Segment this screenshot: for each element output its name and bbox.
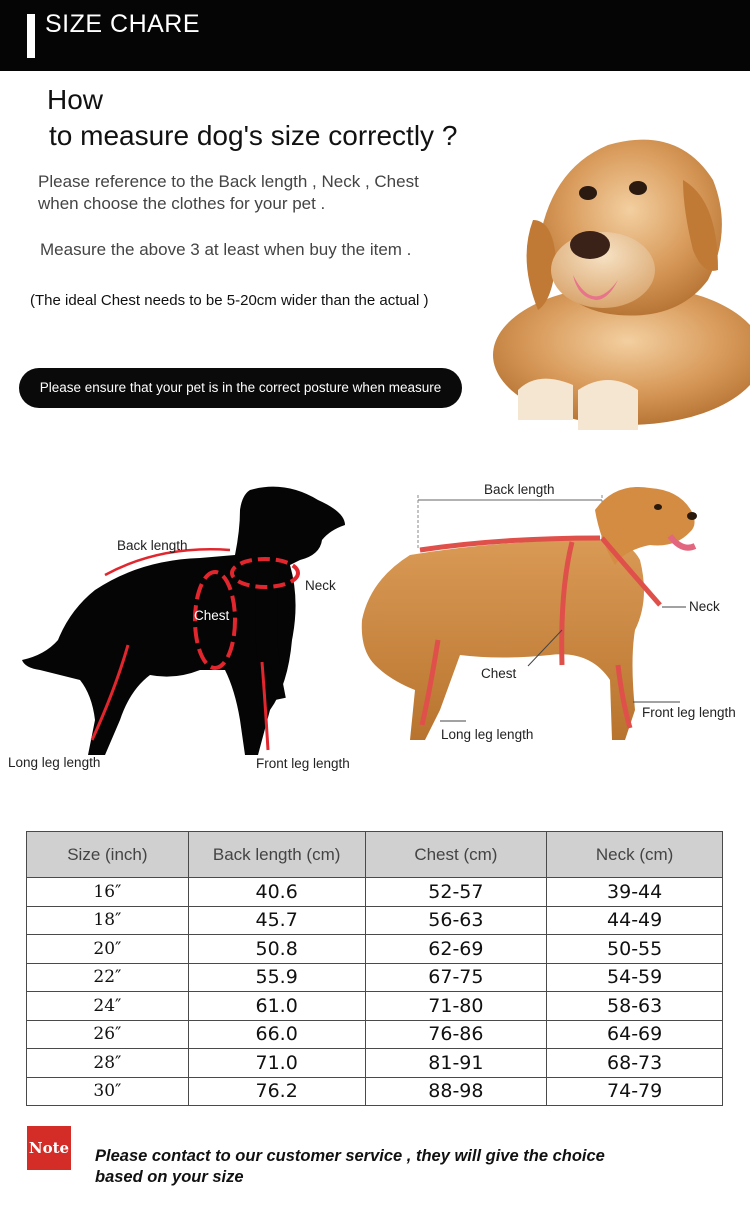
column-header-neck: Neck (cm) [547,832,723,878]
posture-banner: Please ensure that your pet is in the correct posture when measure [19,368,462,408]
reference-paragraph [38,171,478,215]
cell-back-length: 71.0 [188,1049,365,1078]
label-long-leg: Long leg length [8,755,101,770]
table-header-row [27,832,723,878]
page-title: SIZE CHARE [45,10,201,38]
table-row [27,878,723,907]
silhouette-diagram [0,470,360,790]
table-row [27,1020,723,1049]
label-front-leg-photo: Front leg length [642,705,736,720]
dog-silhouette-icon [0,470,360,790]
golden-retriever-image [478,100,750,435]
photo-diagram [350,470,750,770]
column-header-size: Size (inch) [27,832,189,878]
cell-size: 22″ [27,963,189,992]
cell-size: 30″ [27,1077,189,1106]
table-row [27,906,723,935]
table-row [27,1077,723,1106]
standing-dog-icon [350,470,750,770]
label-long-leg-photo: Long leg length [441,727,534,742]
label-back-length: Back length [117,538,188,553]
cell-chest: 56-63 [365,906,547,935]
label-back-length-photo: Back length [484,482,555,497]
cell-size: 26″ [27,1020,189,1049]
cell-back-length: 61.0 [188,992,365,1021]
cell-chest: 71-80 [365,992,547,1021]
cell-chest: 81-91 [365,1049,547,1078]
label-neck: Neck [305,578,336,593]
cell-back-length: 50.8 [188,935,365,964]
label-neck-photo: Neck [689,599,720,614]
how-heading: How [47,84,104,115]
cell-chest: 76-86 [365,1020,547,1049]
reference-line-1: Please reference to the Back length , Neck , Chest [38,172,419,191]
cell-neck: 39-44 [547,878,723,907]
cell-size: 24″ [27,992,189,1021]
measure-text: Measure the above 3 at least when buy the item . [40,240,412,259]
ideal-chest-text: (The ideal Chest needs to be 5-20cm wider than the actual ) [30,292,429,309]
cell-neck: 44-49 [547,906,723,935]
cell-neck: 64-69 [547,1020,723,1049]
cell-size: 28″ [27,1049,189,1078]
note-line-1: Please contact to our customer service , they will give the choice [95,1147,605,1165]
cell-back-length: 76.2 [188,1077,365,1106]
cell-chest: 88-98 [365,1077,547,1106]
cell-neck: 54-59 [547,963,723,992]
table-row [27,992,723,1021]
cell-size: 20″ [27,935,189,964]
column-header-chest: Chest (cm) [365,832,547,878]
cell-chest: 62-69 [365,935,547,964]
cell-back-length: 40.6 [188,878,365,907]
cell-neck: 68-73 [547,1049,723,1078]
cell-back-length: 66.0 [188,1020,365,1049]
cell-size: 16″ [27,878,189,907]
label-chest: Chest [194,608,230,623]
column-header-back-length: Back length (cm) [188,832,365,878]
cell-neck: 74-79 [547,1077,723,1106]
header-banner [0,0,750,71]
header-accent-bar [27,14,35,58]
note-badge: Note [27,1126,71,1170]
label-chest-photo: Chest [481,666,517,681]
label-front-leg: Front leg length [256,756,350,771]
cell-size: 18″ [27,906,189,935]
note-text [95,1146,675,1188]
table-row [27,1049,723,1078]
cell-back-length: 55.9 [188,963,365,992]
cell-neck: 58-63 [547,992,723,1021]
note-line-2: based on your size [95,1168,244,1186]
cell-chest: 52-57 [365,878,547,907]
cell-chest: 67-75 [365,963,547,992]
cell-neck: 50-55 [547,935,723,964]
table-row [27,963,723,992]
table-row [27,935,723,964]
how-subheading: to measure dog's size correctly ? [49,120,458,151]
size-table [26,831,723,1106]
reference-line-2: when choose the clothes for your pet . [38,194,326,213]
cell-back-length: 45.7 [188,906,365,935]
